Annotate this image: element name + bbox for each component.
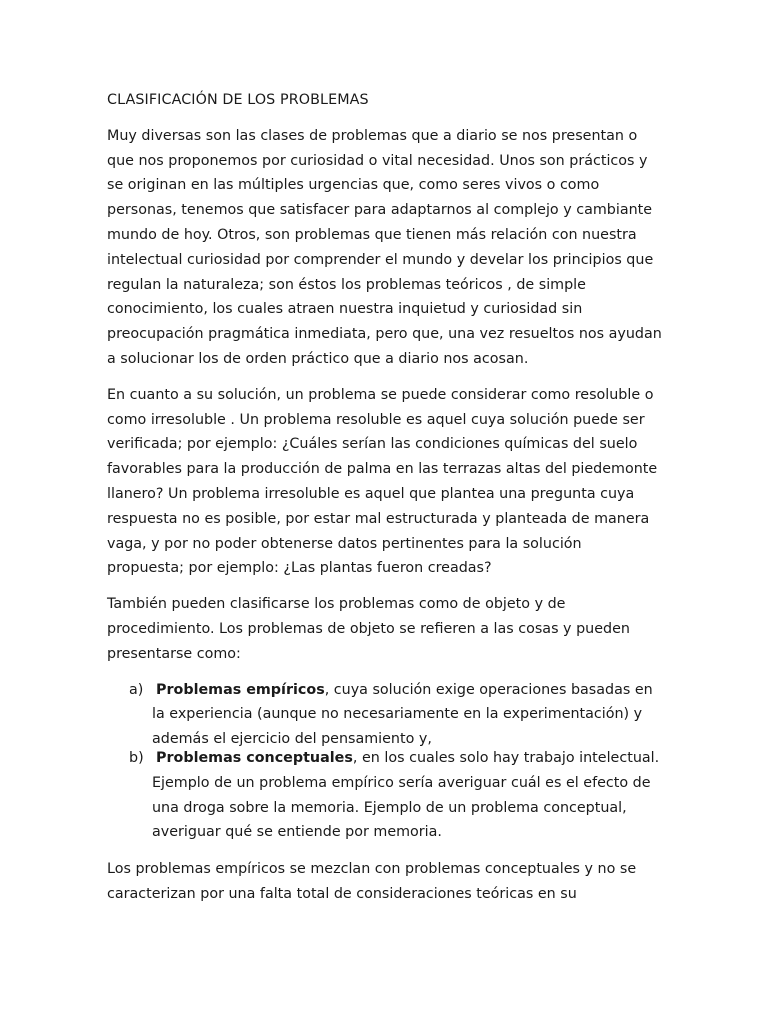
- list-marker: b): [129, 749, 144, 766]
- document-title: CLASIFICACIÓN DE LOS PROBLEMAS: [107, 92, 369, 108]
- list-item-empirical: [107, 678, 662, 752]
- document-page: [107, 88, 662, 918]
- paragraph-classification: También pueden clasificarse los problemas como de objeto y de procedimiento. Los problemas de objeto se refieren a las cosas y pueden presentarse como:: [107, 596, 630, 662]
- paragraph-intro: Muy diversas son las clases de problemas que a diario se nos presentan o que nos proponemos por curiosidad o vital necesidad. Unos son prácticos y se originan en las múltiples urgencias que, como seres vivos o como personas, tenemos que satisfacer para adaptarnos al complejo y cambiante mundo de hoy. Otros, son problemas que tienen más relación con nuestra intelectual curiosidad por comprender el mundo y develar los principios que regulan la naturaleza; son éstos los problemas teóricos , de simple conocimiento, los cuales atraen nuestra inquietud y curiosidad sin preocupación pragmática inmediata, pero que, una vez resueltos nos ayudan a solucionar los de orden práctico que a diario nos acosan.: [107, 127, 662, 367]
- list-marker: a): [129, 681, 144, 698]
- list-term: Problemas empíricos: [156, 681, 325, 698]
- list-item-conceptual: [107, 746, 662, 845]
- paragraph-solution: En cuanto a su solución, un problema se puede considerar como resoluble o como irresoluble . Un problema resoluble es aquel cuya solución puede ser verificada; por ejemplo: ¿Cuáles serían las condiciones químicas del suelo favorables para la producción de palma en las terrazas altas del piedemonte llanero? Un problema irresoluble es aquel que plantea una pregunta cuya respuesta no es posible, por estar mal estructurada y planteada de manera vaga, y por no poder obtenerse datos pertinentes para la solución propuesta; por ejemplo: ¿Las plantas fueron creadas?: [107, 386, 658, 577]
- list-text: , en los cuales solo hay trabajo intelectual. Ejemplo de un problema empírico sería averiguar cuál es el efecto de una droga sobre la memoria. Ejemplo de un problema conceptual, averiguar qué se entiende por memoria.: [152, 749, 660, 841]
- list-text: , cuya solución exige operaciones basadas en la experiencia (aunque no necesariamente en la experimentación) y además el ejercicio del pensamiento y,: [152, 681, 653, 748]
- problem-types-list: [107, 678, 662, 846]
- paragraph-closing: Los problemas empíricos se mezclan con problemas conceptuales y no se caracterizan por una falta total de consideraciones teóricas en su: [107, 861, 637, 902]
- list-term: Problemas conceptuales: [156, 749, 353, 766]
